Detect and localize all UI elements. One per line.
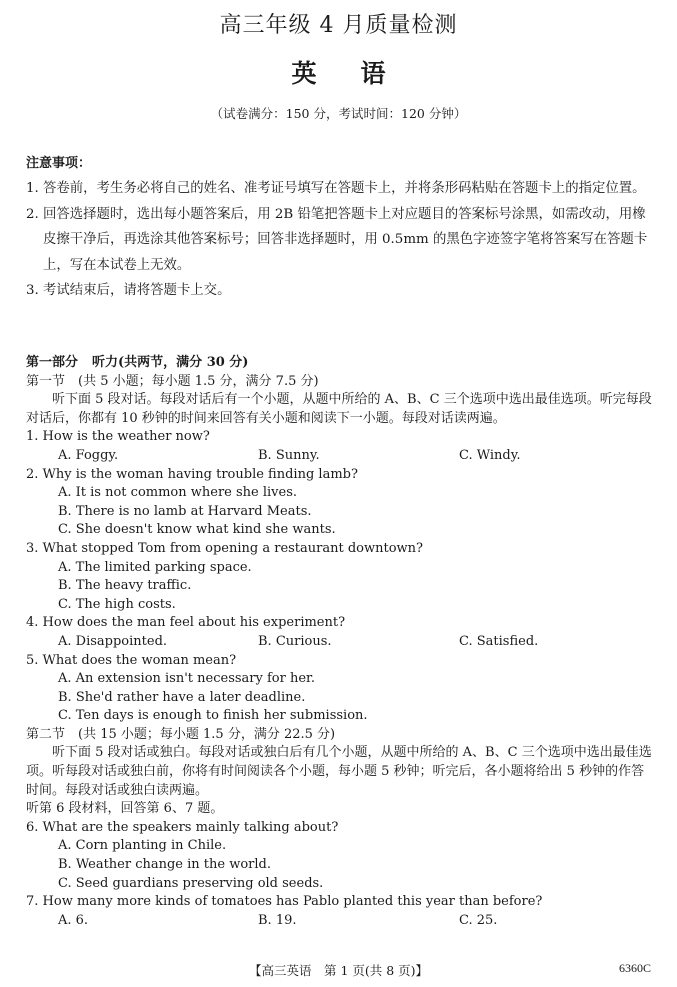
section2-instructions: 听下面 5 段对话或独白。每段对话或独白后有几个小题，从题中所给的 A、B、C 三个选项中选出最佳选项。听每段对话或独白前，你将有时间阅读各个小题，每小题 5 秒钟；听完后，各小题将给出 5 秒钟的作答时间。每段对话或独白读两遍。 [26,745,652,798]
question-stem: 2. Why is the woman having trouble finding lamb? [26,466,358,482]
note-number: 1. [26,181,39,196]
option-a: A. An extension isn't necessary for her. [58,671,315,687]
option-c: C. Windy. [459,447,521,463]
option-row [26,447,656,466]
note-text: 答卷前，考生务必将自己的姓名、准考证号填写在答题卡上，并将条形码粘贴在答题卡上的指定位置。 [43,181,646,196]
note-item [26,278,654,304]
note-item [26,202,654,279]
option-c: C. Satisfied. [459,633,539,649]
question-stem: 5. What does the woman mean? [26,652,237,668]
option-b: B. She'd rather have a later deadline. [58,689,306,705]
option-b: B. Sunny. [258,447,320,463]
option-c: C. Ten days is enough to finish her submission. [58,708,368,724]
material-note: 听第 6 段材料，回答第 6、7 题。 [26,801,224,817]
option-c: C. 25. [459,912,498,928]
listening-section [26,354,656,930]
page-footer: 【高三英语 第 1 页(共 8 页)】 [248,963,429,978]
question-stem: 6. What are the speakers mainly talking about? [26,819,339,835]
option-b: B. Curious. [258,633,332,649]
note-number: 3. [26,283,39,298]
note-number: 2. [26,206,39,222]
option-a: A. Disappointed. [58,633,168,649]
option-b: B. There is no lamb at Harvard Meats. [58,503,312,519]
question-stem: 3. What stopped Tom from opening a restaurant downtown? [26,540,424,556]
exam-subject: 英语 [291,59,430,88]
option-b: B. The heavy traffic. [58,578,192,594]
option-b: B. 19. [258,912,297,928]
part-title: 听力(共两节，满分 30 分) [92,355,249,370]
exam-meta: （试卷满分：150 分，考试时间：120 分钟） [210,106,467,121]
note-text: 考试结束后，请将答题卡上交。 [43,283,231,298]
section1-instructions: 听下面 5 段对话。每段对话后有一个小题，从题中所给的 A、B、C 三个选项中选出最佳选项。听完每段对话后，你都有 10 秒钟的时间来回答有关小题和阅读下一小题。每段对话读两遍。 [26,392,652,426]
question-stem: 7. How many more kinds of tomatoes has Pablo planted this year than before? [26,894,543,910]
option-row [26,633,656,652]
option-a: A. Foggy. [58,447,119,463]
section2-heading: 第二节 (共 15 小题；每小题 1.5 分，满分 22.5 分) [26,726,336,742]
option-c: C. The high costs. [58,596,176,612]
paper-code: 6360C [618,961,651,975]
part-label: 第一部分 [26,355,79,370]
notes-list [26,176,654,304]
part-heading [26,354,656,373]
option-a: A. 6. [58,912,89,928]
question-stem: 4. How does the man feel about his experiment? [26,615,346,631]
exam-title: 高三年级 4 月质量检测 [219,13,458,38]
option-a: A. The limited parking space. [58,559,252,575]
note-item [26,176,654,202]
option-a: A. Corn planting in Chile. [58,838,227,854]
option-a: A. It is not common where she lives. [58,485,298,501]
option-c: C. Seed guardians preserving old seeds. [58,875,324,891]
option-b: B. Weather change in the world. [58,857,271,873]
option-row [26,912,656,931]
question-stem: 1. How is the weather now? [26,429,210,445]
section1-heading: 第一节 (共 5 小题；每小题 1.5 分，满分 7.5 分) [26,373,319,389]
note-text: 回答选择题时，选出每小题答案后，用 2B 铅笔把答题卡上对应题目的答案标号涂黑，如需改动，用橡皮擦干净后，再选涂其他答案标号；回答非选择题时，用 0.5mm 的黑色字迹签字笔将答案写在答题卡上，写在本试卷上无效。 [43,206,648,273]
option-c: C. She doesn't know what kind she wants. [58,522,336,538]
notes-heading: 注意事项： [26,156,92,171]
